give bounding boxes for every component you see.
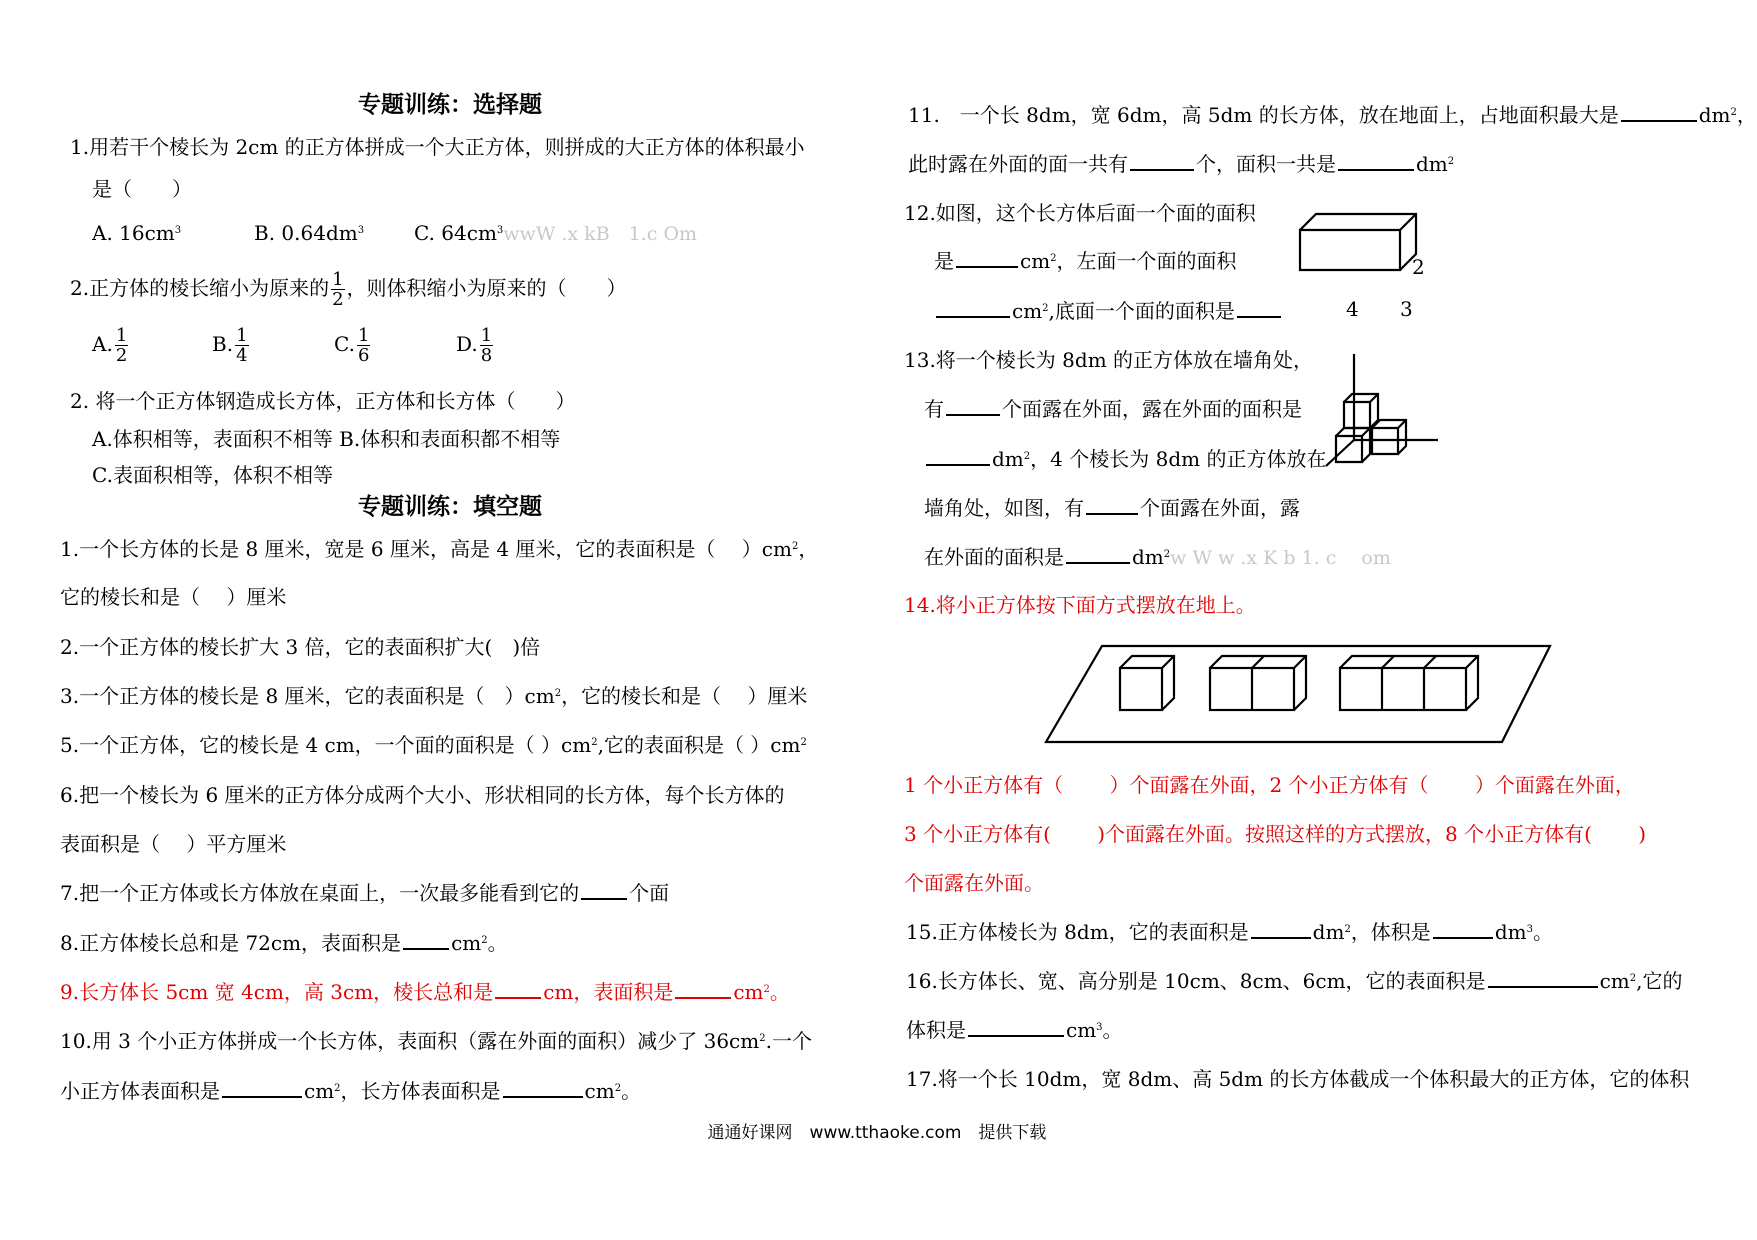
answer-blank [495, 979, 541, 999]
choice-q2-option-a: A. $\frac{1}{2}$ [92, 325, 128, 366]
fill-q15: 15.正方体棱长为 8dm，它的表面积是 $dm^2$，体积是 $dm^3$。 [906, 920, 1553, 944]
watermark-text: w W w .x K b 1. c om [1170, 547, 1391, 569]
page-footer: 通通好课网 www.tthaoke.com 提供下载 [707, 1123, 1047, 1143]
two-cubes-group [1210, 656, 1306, 710]
fill-q13-line2: 有 个面露在外面，露在外面的面积是 [924, 397, 1302, 421]
cuboid-dim-4: 4 [1346, 297, 1359, 321]
choice-q1-line1: 1.用若干个棱长为 2cm 的正方体拼成一个大正方体，则拼成的大正方体的体积最小 [70, 135, 805, 159]
choice-q2-option-b: B. $\frac{1}{4}$ [212, 325, 248, 366]
choice-q3-line1: 2. 将一个正方体钢造成长方体，正方体和长方体（ ） [70, 389, 576, 413]
one-cube-group [1120, 656, 1174, 710]
answer-blank [222, 1078, 302, 1098]
fill-q13-line3: $dm^2$，4 个棱长为 8dm 的正方体放在 [924, 446, 1326, 472]
fill-q11-line2: 此时露在外面的面一共有 个，面积一共是 $dm^2$ [908, 152, 1455, 176]
answer-blank [926, 446, 990, 466]
fill-q11-line1: 11. 一个长 8dm，宽 6dm，高 5dm 的长方体，放在地面上，占地面积最大是 $dm^2$， [908, 103, 1757, 127]
answer-blank [968, 1017, 1064, 1037]
choice-q1-option-a: A. $16cm^3$ [92, 221, 182, 245]
answer-blank [1130, 151, 1194, 171]
fill-q6-line1: 6.把一个棱长为 6 厘米的正方体分成两个大小、形状相同的长方体，每个长方体的 [60, 783, 785, 807]
choice-q1-line2: 是（ ） [92, 177, 192, 201]
fill-section-title: 专题训练：填空题 [358, 494, 542, 520]
fill-q9: 9.长方体长 5cm 宽 4cm，高 3cm，棱长总和是 cm，表面积是 $cm^2$。 [60, 980, 790, 1004]
answer-blank [1251, 919, 1311, 939]
choice-q3-line2: A.体积相等，表面积不相等 B.体积和表面积都不相等 [92, 427, 561, 451]
cuboid-dim-2: 2 [1412, 255, 1425, 279]
choice-q2-option-d: D. $\frac{1}{8}$ [456, 325, 493, 366]
answer-blank [1338, 151, 1414, 171]
fill-q1-line1: 1.一个长方体的长是 8 厘米，宽是 6 厘米，高是 4 厘米，它的表面积是（ ）$cm^2$， [60, 537, 819, 561]
answer-blank [1488, 968, 1598, 988]
fill-q12-line1: 12.如图，这个长方体后面一个面的面积 [904, 201, 1256, 225]
fill-q6-line2: 表面积是（ ）平方厘米 [60, 832, 287, 856]
cuboid-figure [1296, 204, 1446, 324]
answer-blank [1621, 102, 1697, 122]
answer-blank [1433, 919, 1493, 939]
fill-q10-line2: 小正方体表面积是 $cm^2$，长方体表面积是 $cm^2$。 [60, 1079, 642, 1103]
fill-q14-line3: 个面露在外面。 [904, 871, 1044, 895]
answer-blank [956, 248, 1018, 268]
answer-blank [1086, 495, 1138, 515]
cuboid-dim-3: 3 [1400, 297, 1413, 321]
fill-q13-line4: 墙角处，如图，有 个面露在外面，露 [924, 496, 1300, 520]
choice-q3-line3: C.表面积相等，体积不相等 [92, 463, 333, 487]
fill-q2: 2.一个正方体的棱长扩大 3 倍，它的表面积扩大( )倍 [60, 635, 541, 659]
fill-q3: 3.一个正方体的棱长是 8 厘米，它的表面积是（ ）$cm^2$，它的棱长和是（ ）厘米 [60, 684, 808, 708]
answer-blank [675, 979, 731, 999]
fill-q16-line2: 体积是 $cm^3$。 [906, 1018, 1123, 1042]
fill-q14-line2: 3 个小正方体有( )个面露在外面。按照这样的方式摆放，8 个小正方体有( ) [904, 822, 1647, 846]
choice-q2-stem: 2.正方体的棱长缩小为原来的 $\frac{1}{2}$ ，则体积缩小为原来的（ ） [70, 269, 627, 310]
answer-blank [1237, 298, 1281, 318]
answer-blank [503, 1078, 583, 1098]
answer-blank [1066, 544, 1130, 564]
answer-blank [403, 930, 449, 950]
answer-blank [581, 880, 627, 900]
fill-q12-line2: 是 $cm^2$，左面一个面的面积 [934, 249, 1237, 273]
answer-blank [946, 396, 1000, 416]
fraction-one-half: $\frac{1}{2}$ [332, 269, 344, 310]
fill-q13-line5: 在外面的面积是 $dm^2w$ W w .x K b 1. c om [924, 545, 1391, 569]
watermark-text: wwW .x kB 1.c Om [503, 223, 698, 245]
fill-q14-title: 14.将小正方体按下面方式摆放在地上。 [904, 593, 1256, 617]
choice-q2-option-c: C. $\frac{1}{6}$ [334, 325, 370, 366]
fill-q8: 8.正方体棱长总和是 72cm，表面积是 $cm^2$。 [60, 931, 508, 955]
fill-q16-line1: 16.长方体长、宽、高分别是 10cm、8cm、6cm，它的表面积是 $cm^2$,它的 [906, 969, 1683, 993]
choice-q1-option-c: C. $64cm^3wwW$ .x kB 1.c Om [414, 221, 698, 245]
choice-q1-option-b: B. $0.64dm^3$ [254, 221, 365, 245]
cube-arrangement-figure [1040, 636, 1560, 756]
corner-cubes-figure [1320, 354, 1440, 474]
fill-q12-line3: $cm^2$,底面一个面的面积是 [934, 298, 1283, 324]
fill-q1-line2: 它的棱长和是（ ）厘米 [60, 585, 287, 609]
fill-q17: 17.将一个长 10dm，宽 8dm、高 5dm 的长方体截成一个体积最大的正方体，它的体积 [906, 1067, 1690, 1091]
choice-section-title: 专题训练：选择题 [358, 92, 542, 118]
fill-q14-line1: 1 个小正方体有（ ）个面露在外面，2 个小正方体有（ ）个面露在外面， [904, 773, 1635, 797]
answer-blank [936, 298, 1010, 318]
fill-q10-line1: 10.用 3 个小正方体拼成一个长方体，表面积（露在外面的面积）减少了 $36cm^2$.一个 [60, 1029, 812, 1053]
fill-q7: 7.把一个正方体或长方体放在桌面上，一次最多能看到它的 个面 [60, 881, 670, 905]
three-cubes-group [1340, 656, 1478, 710]
fill-q13-line1: 13.将一个棱长为 8dm 的正方体放在墙角处， [904, 348, 1314, 372]
fill-q5: 5.一个正方体，它的棱长是 4 cm，一个面的面积是（ ）$cm^2$,它的表面积是（ ）$cm^2$ [60, 733, 807, 757]
